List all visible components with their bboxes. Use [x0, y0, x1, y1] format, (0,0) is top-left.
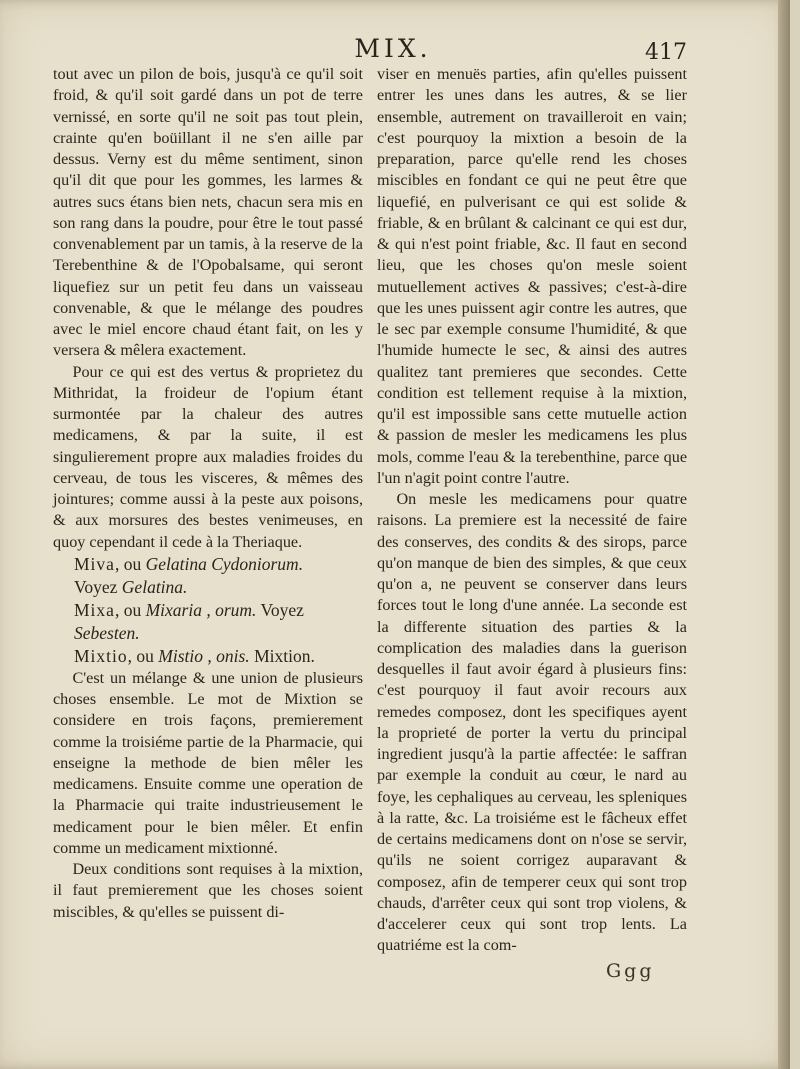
left-paragraph-4: Deux conditions sont requises à la mixtion, il faut premierement que les choses soient miscibles, & qu'elles se puissent di-: [53, 860, 363, 921]
entry-see-label: Voyez: [260, 599, 304, 620]
entry-headword: Mixa: [74, 599, 115, 620]
entry-mixtio: [53, 645, 363, 668]
entry-mixa: [53, 599, 363, 622]
entry-french: Mixtion.: [254, 645, 315, 666]
entry-crossref: Gelatina.: [121, 576, 188, 597]
right-paragraph-1: viser en menuës parties, afin qu'elles puissent entrer les unes dans les autres, & se lier ensemble, autrement on travailleroit en vain; c'est pourquoy la mixtion a besoin de la preparation, parce qu'elle rend les choses miscibles en fondant ce qui ne peut être que liquefié, en pulverisant ce qui est solide & friable, & en brûlant & calcinant ce qui est dur, & qui n'est point friable, &c. Il faut en second lieu, que les choses qu'on mesle soient mutuellement actives & passives; c'est-à-dire que les unes puissent agir contre les autres, que le sec par exemple consume l'humidité, & que l'humide humecte le sec, & ainsi des autres qualitez tant premieres que secondes. Cette condition est tellement requise à la mixtion, qu'il est impossible sans cette mutuelle action & passion de mesler les medicamens les plus mols, comme l'eau & la terebenthine, parce que l'un n'agit point contre l'autre.: [377, 65, 687, 487]
left-paragraph-1: tout avec un pilon de bois, jusqu'à ce qu'il soit froid, & qu'il soit gardé dans un pot de terre vernissé, en sorte qu'il ne soit pas tout plein, crainte qu'en boüillant il ne s'en aille par dessus. Verny est du même sentiment, sinon qu'il dit que pour les gommes, les larmes & autres sucs étans bien nets, chacun sera mis en son rang dans la poudre, pour être le tout passé convenablement par un tamis, à la reserve de la Terebenthine & de l'Opobalsame, qui seront liquefiez sur un petit feu dans un vaisseau convenable, & que le mélange des poudres avec le miel encore chaud étant fait, on les y versera & mêlera exactement.: [53, 65, 363, 360]
left-paragraph-2: Pour ce qui est des vertus & proprietez du Mithridat, la froideur de l'opium étant surmontée par la chaleur des autres medicamens, & par la suite, il est singulierement propre aux maladies froides du cerveau, de tous les visceres, & mêmes des jointures; comme aussi à la peste aux poisons, & aux morsures des bestes venimeuses, en quoy cependant il cede à la Theriaque.: [53, 362, 363, 551]
page-number: 417: [645, 40, 687, 65]
right-paragraph-2: On mesle les medicamens pour quatre raisons. La premiere est la necessité de faire des conserves, des condits & des sirops, parce qu'on manque de bien des simples, & que ceux qu'on a, ne peuvent se conserver dans leurs forces tout le long d'une année. La seconde est la differente situation des parties & la complication des maladies dans la guerison desquelles il faut avoir égard à plusieurs fins: c'est pourquoy il faut avoir recours aux remedes composez, dont les specifiques ayent la proprieté de porter la vertu du principal ingredient jusqu'à la partie affectée: le saffran par exemple la conduit au cœur, le nard au foye, les cephaliques au cerveau, les spleniques à la ratte, &c. La troisiéme est le fâcheux effet de certains medicamens dont on n'ose se servir, qu'ils ne soient corrigez auparavant & composez, afin de temperer ceux qui sont trop chauds, d'arrêter ceux qui sont trop violens, & d'accelerer ceux qui sont trop lents. La quatriéme est la com-: [377, 490, 687, 955]
page-edge: [778, 0, 790, 1069]
left-paragraph-3: C'est un mélange & une union de plusieurs choses ensemble. Le mot de Mixtion se considere en trois façons, premierement comme la troisiéme partie de la Pharmacie, qui enseigne la methode de bien mêler les medicamens. Ensuite comme une operation de la Pharmacie qui traite industrieusement le medicament pour le bien mêler. Et enfin comme un medicament mixtionné.: [53, 668, 363, 857]
entry-see-label: Voyez: [74, 576, 118, 597]
entry-separator: , ou: [114, 553, 146, 574]
right-column: [377, 64, 687, 957]
entry-headword: Miva: [74, 553, 115, 574]
running-head: MIX.: [354, 34, 432, 63]
entry-latin: Mistio , onis.: [158, 645, 250, 666]
entry-latin: Gelatina Cydoniorum.: [145, 553, 304, 574]
entry-miva-see: [53, 576, 363, 599]
entry-latin: Mixaria , orum.: [145, 599, 257, 620]
left-column: [53, 64, 363, 923]
entry-crossref: Sebesten.: [74, 622, 140, 643]
entry-mixa-ref: [53, 622, 363, 645]
entry-separator: , ou: [114, 599, 146, 620]
entry-miva: [53, 553, 363, 576]
signature-mark: Ggg: [606, 960, 655, 982]
entry-headword: Mixtio: [74, 645, 128, 666]
entry-separator: , ou: [127, 645, 159, 666]
